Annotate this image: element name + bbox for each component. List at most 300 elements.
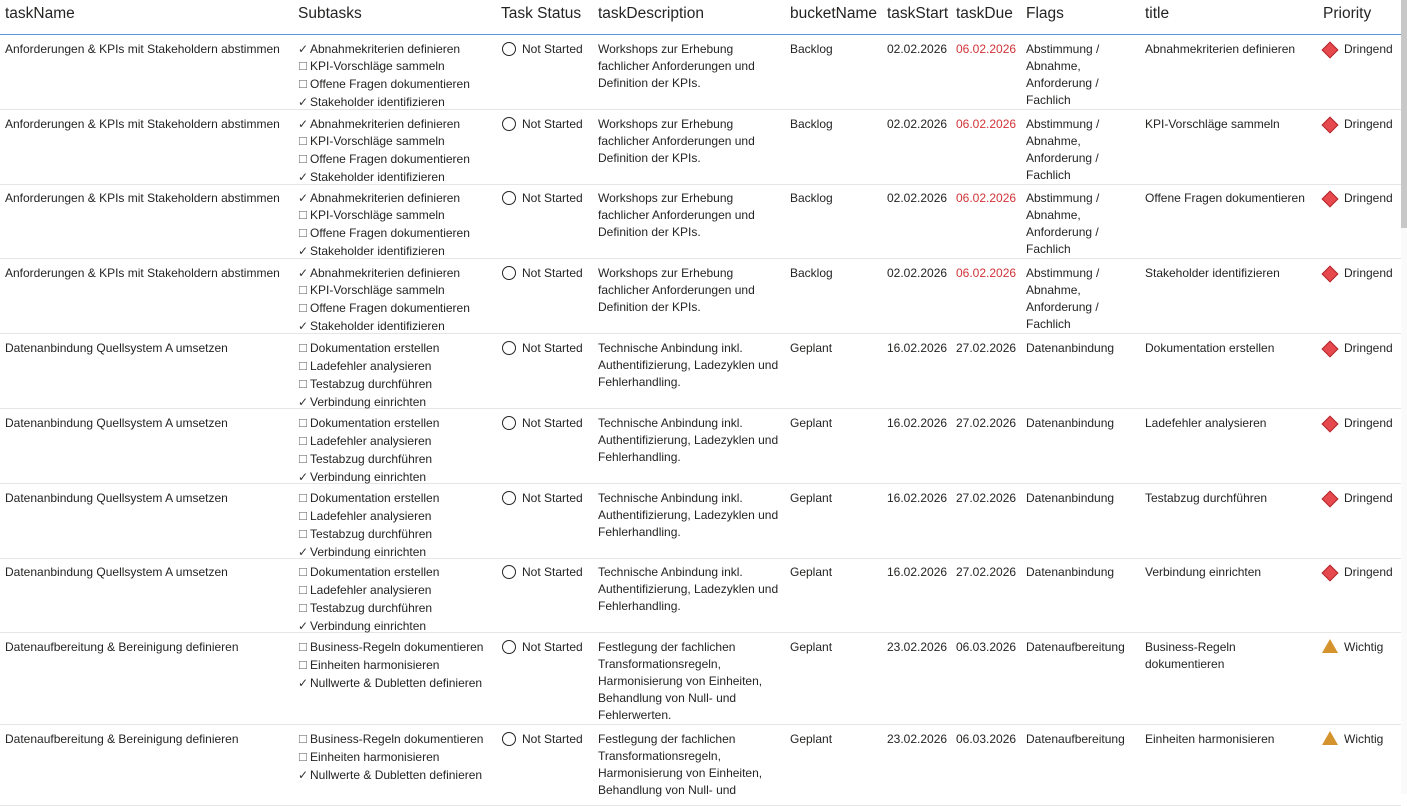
subtask-item — [298, 415, 439, 433]
subtask-label: Nullwerte & Dubletten definieren — [310, 676, 483, 690]
flag-line: Abnahme, — [1026, 134, 1081, 148]
task-description — [598, 340, 778, 391]
flag-line: Abstimmung / — [1026, 42, 1100, 56]
checkbox-empty-icon: ☐ — [298, 585, 308, 597]
checkbox-empty-icon: ☐ — [298, 734, 308, 746]
title-line: Ladefehler analysieren — [1145, 416, 1267, 430]
task-due: 06.03.2026 — [956, 640, 1017, 654]
subtask-item — [298, 207, 470, 225]
subtask-label: Einheiten harmonisieren — [310, 750, 440, 764]
flag-line: Anforderung / — [1026, 300, 1099, 314]
scrollbar-thumb[interactable] — [1401, 0, 1407, 228]
checkbox-empty-icon: ☐ — [298, 436, 308, 448]
status-label: Not Started — [522, 191, 583, 205]
subtask-item — [298, 582, 439, 600]
task-status — [502, 639, 583, 656]
flag-line: Abstimmung / — [1026, 191, 1100, 205]
subtask-label: Offene Fragen dokumentieren — [310, 226, 470, 240]
diamond-icon — [1322, 490, 1339, 507]
subtask-item — [298, 358, 439, 376]
subtask-label: Stakeholder identifizieren — [310, 170, 445, 184]
subtasks-cell — [298, 639, 483, 692]
priority-label: Dringend — [1344, 42, 1393, 56]
subtask-label: Abnahmekriterien definieren — [310, 266, 461, 280]
task-status — [502, 41, 583, 58]
status-label: Not Started — [522, 266, 583, 280]
subtask-item — [298, 433, 439, 451]
checkbox-empty-icon: ☐ — [298, 511, 308, 523]
priority — [1322, 265, 1393, 282]
flag-line: Datenanbindung — [1026, 416, 1115, 430]
flag-line: Abnahme, — [1026, 59, 1081, 73]
subtask-label: Offene Fragen dokumentieren — [310, 152, 470, 166]
flag-line: Abstimmung / — [1026, 117, 1100, 131]
title-line: Einheiten harmonisieren — [1145, 732, 1275, 746]
task-start: 02.02.2026 — [887, 191, 948, 205]
checkbox-empty-icon: ☐ — [298, 285, 308, 297]
task-start: 23.02.2026 — [887, 732, 948, 746]
task-due: 27.02.2026 — [956, 416, 1017, 430]
task-description — [598, 265, 755, 316]
vertical-scrollbar[interactable] — [1401, 0, 1407, 794]
description-line: Harmonisierung von Einheiten, — [598, 674, 763, 688]
subtask-label: Dokumentation erstellen — [310, 491, 440, 505]
table-row[interactable] — [0, 334, 1401, 409]
task-start: 16.02.2026 — [887, 341, 948, 355]
table-row[interactable] — [0, 633, 1401, 725]
subtask-item — [298, 190, 470, 207]
description-line: Definition der KPIs. — [598, 225, 701, 239]
description-line: Technische Anbindung inkl. — [598, 341, 743, 355]
flag-line: Fachlich — [1026, 168, 1071, 182]
subtask-label: Verbindung einrichten — [310, 619, 427, 633]
subtask-item — [298, 376, 439, 394]
diamond-icon — [1322, 340, 1339, 357]
description-line: Technische Anbindung inkl. — [598, 416, 743, 430]
priority — [1322, 639, 1383, 656]
subtask-label: Abnahmekriterien definieren — [310, 117, 461, 131]
status-label: Not Started — [522, 732, 583, 746]
subtask-item — [298, 116, 470, 133]
subtask-label: KPI-Vorschläge sammeln — [310, 59, 445, 73]
title-line: Verbindung einrichten — [1145, 565, 1262, 579]
description-line: fachlicher Anforderungen und — [598, 208, 755, 222]
checkbox-empty-icon: ☐ — [298, 210, 308, 222]
checkmark-icon: ✓ — [298, 95, 309, 109]
subtask-item — [298, 243, 470, 260]
subtask-item — [298, 639, 483, 657]
subtask-label: Business-Regeln dokumentieren — [310, 640, 484, 654]
table-row[interactable] — [0, 35, 1401, 110]
subtask-label: Offene Fragen dokumentieren — [310, 77, 470, 91]
bucket-name: Backlog — [790, 191, 833, 205]
subtask-label: KPI-Vorschläge sammeln — [310, 134, 445, 148]
title-line: Stakeholder identifizieren — [1145, 266, 1280, 280]
subtasks-cell — [298, 564, 439, 635]
task-title — [1145, 340, 1274, 357]
description-line: Technische Anbindung inkl. — [598, 491, 743, 505]
task-title — [1145, 490, 1267, 507]
status-circle-icon — [502, 341, 516, 355]
task-name: Datenanbindung Quellsystem A umsetzen — [5, 491, 228, 505]
priority-label: Dringend — [1344, 117, 1393, 131]
description-line: Fehlerwerten. — [598, 708, 672, 722]
subtask-item — [298, 564, 439, 582]
task-name: Anforderungen & KPIs mit Stakeholdern abstimmen — [5, 117, 280, 131]
priority-label: Dringend — [1344, 565, 1393, 579]
description-line: Definition der KPIs. — [598, 151, 701, 165]
description-line: Festlegung der fachlichen — [598, 732, 736, 746]
checkbox-empty-icon: ☐ — [298, 361, 308, 373]
task-title — [1145, 415, 1266, 432]
table-row[interactable] — [0, 558, 1401, 633]
task-title — [1145, 190, 1305, 207]
task-start: 02.02.2026 — [887, 42, 948, 56]
diamond-icon — [1322, 116, 1339, 133]
flags — [1026, 564, 1114, 581]
task-due: 06.03.2026 — [956, 732, 1017, 746]
description-line: Transformationsregeln, — [598, 749, 721, 763]
diamond-icon — [1322, 41, 1339, 58]
description-line: Workshops zur Erhebung — [598, 42, 734, 56]
header-flags[interactable]: Flags — [1026, 5, 1064, 22]
task-status — [502, 415, 583, 432]
task-name: Anforderungen & KPIs mit Stakeholdern abstimmen — [5, 266, 280, 280]
subtask-item — [298, 151, 470, 169]
diamond-icon — [1322, 415, 1339, 432]
checkmark-icon: ✓ — [298, 470, 309, 484]
subtask-label: Ladefehler analysieren — [310, 509, 432, 523]
priority-label: Dringend — [1344, 191, 1393, 205]
task-status — [502, 340, 583, 357]
priority-label: Dringend — [1344, 416, 1393, 430]
description-line: Festlegung der fachlichen — [598, 640, 736, 654]
description-line: Technische Anbindung inkl. — [598, 565, 743, 579]
checkmark-icon: ✓ — [298, 170, 309, 184]
task-description — [598, 564, 778, 615]
header-task-due[interactable]: taskDue — [956, 5, 1013, 22]
priority — [1322, 41, 1393, 58]
subtask-label: KPI-Vorschläge sammeln — [310, 208, 445, 222]
flag-line: Abnahme, — [1026, 283, 1081, 297]
description-line: Fehlerhandling. — [598, 375, 681, 389]
checkbox-empty-icon: ☐ — [298, 642, 308, 654]
subtask-label: Abnahmekriterien definieren — [310, 42, 461, 56]
task-start: 02.02.2026 — [887, 266, 948, 280]
subtask-item — [298, 526, 439, 544]
table-row[interactable] — [0, 259, 1401, 334]
checkbox-empty-icon: ☐ — [298, 493, 308, 505]
status-circle-icon — [502, 42, 516, 56]
description-line: Fehlerhandling. — [598, 525, 681, 539]
task-start: 23.02.2026 — [887, 640, 948, 654]
table-row[interactable] — [0, 484, 1401, 559]
subtask-label: Nullwerte & Dubletten definieren — [310, 768, 483, 782]
status-circle-icon — [502, 416, 516, 430]
description-line: Workshops zur Erhebung — [598, 191, 734, 205]
task-description — [598, 415, 778, 466]
flags — [1026, 116, 1099, 184]
task-name: Anforderungen & KPIs mit Stakeholdern abstimmen — [5, 42, 280, 56]
title-line: Business-Regeln — [1145, 640, 1236, 654]
flags — [1026, 490, 1114, 507]
triangle-icon — [1322, 639, 1338, 653]
priority — [1322, 490, 1393, 507]
task-status — [502, 116, 583, 133]
flags — [1026, 731, 1125, 748]
bucket-name: Backlog — [790, 117, 833, 131]
bucket-name: Backlog — [790, 266, 833, 280]
subtask-label: Verbindung einrichten — [310, 470, 427, 484]
priority — [1322, 340, 1393, 357]
task-status — [502, 190, 583, 207]
bucket-name: Geplant — [790, 341, 833, 355]
task-description — [598, 639, 762, 724]
bucket-name: Geplant — [790, 732, 833, 746]
description-line: fachlicher Anforderungen und — [598, 59, 755, 73]
subtasks-cell — [298, 116, 470, 186]
flag-line: Datenanbindung — [1026, 565, 1115, 579]
subtask-label: Offene Fragen dokumentieren — [310, 301, 470, 315]
status-circle-icon — [502, 266, 516, 280]
task-name: Datenanbindung Quellsystem A umsetzen — [5, 341, 228, 355]
task-description — [598, 731, 762, 799]
checkbox-empty-icon: ☐ — [298, 228, 308, 240]
subtasks-cell — [298, 190, 470, 260]
subtasks-cell — [298, 731, 483, 784]
description-line: Authentifizierung, Ladezyklen und — [598, 508, 779, 522]
flags — [1026, 415, 1114, 432]
description-line: Behandlung von Null- und — [598, 691, 737, 705]
checkbox-empty-icon: ☐ — [298, 303, 308, 315]
task-title — [1145, 116, 1280, 133]
flag-line: Datenaufbereitung — [1026, 640, 1125, 654]
header-taskname[interactable]: taskName — [5, 5, 75, 22]
description-line: Authentifizierung, Ladezyklen und — [598, 433, 779, 447]
header-task-description[interactable]: taskDescription — [598, 5, 704, 22]
checkmark-icon: ✓ — [298, 191, 309, 205]
checkmark-icon: ✓ — [298, 319, 309, 333]
subtask-item — [298, 41, 470, 58]
diamond-icon — [1322, 265, 1339, 282]
description-line: Harmonisierung von Einheiten, — [598, 766, 763, 780]
diamond-icon — [1322, 190, 1339, 207]
checkbox-empty-icon: ☐ — [298, 567, 308, 579]
subtask-label: Abnahmekriterien definieren — [310, 191, 461, 205]
title-line: dokumentieren — [1145, 657, 1225, 671]
header-subtasks[interactable]: Subtasks — [298, 5, 362, 22]
diamond-icon — [1322, 564, 1339, 581]
triangle-icon — [1322, 731, 1338, 745]
subtask-item — [298, 94, 470, 111]
flags — [1026, 340, 1114, 357]
flags — [1026, 265, 1099, 333]
status-label: Not Started — [522, 416, 583, 430]
priority-label: Wichtig — [1344, 640, 1384, 654]
task-description — [598, 190, 755, 241]
task-start: 16.02.2026 — [887, 491, 948, 505]
header-bucket-name[interactable]: bucketName — [790, 5, 878, 22]
bucket-name: Geplant — [790, 491, 833, 505]
checkbox-empty-icon: ☐ — [298, 418, 308, 430]
subtasks-cell — [298, 41, 470, 111]
subtask-item — [298, 340, 439, 358]
subtask-item — [298, 490, 439, 508]
checkmark-icon: ✓ — [298, 768, 309, 782]
task-name: Datenanbindung Quellsystem A umsetzen — [5, 565, 228, 579]
description-line: Workshops zur Erhebung — [598, 117, 734, 131]
subtask-label: Testabzug durchführen — [310, 527, 433, 541]
task-status — [502, 731, 583, 748]
status-label: Not Started — [522, 42, 583, 56]
subtask-label: Ladefehler analysieren — [310, 434, 432, 448]
bucket-name: Geplant — [790, 565, 833, 579]
task-title — [1145, 265, 1280, 282]
checkmark-icon: ✓ — [298, 395, 309, 409]
subtask-label: Stakeholder identifizieren — [310, 319, 445, 333]
task-due: 06.02.2026 — [956, 191, 1017, 205]
task-title — [1145, 639, 1236, 673]
subtask-label: Verbindung einrichten — [310, 545, 427, 559]
flag-line: Abnahme, — [1026, 208, 1081, 222]
checkmark-icon: ✓ — [298, 545, 309, 559]
task-due: 27.02.2026 — [956, 341, 1017, 355]
checkbox-empty-icon: ☐ — [298, 154, 308, 166]
status-label: Not Started — [522, 117, 583, 131]
status-circle-icon — [502, 491, 516, 505]
flag-line: Datenanbindung — [1026, 491, 1115, 505]
subtask-label: Einheiten harmonisieren — [310, 658, 440, 672]
subtask-item — [298, 133, 470, 151]
subtask-label: Testabzug durchführen — [310, 377, 433, 391]
subtasks-cell — [298, 340, 439, 411]
task-name: Anforderungen & KPIs mit Stakeholdern abstimmen — [5, 191, 280, 205]
checkbox-empty-icon: ☐ — [298, 603, 308, 615]
task-status — [502, 564, 583, 581]
header-title[interactable]: title — [1145, 5, 1170, 22]
priority — [1322, 564, 1393, 581]
flag-line: Abstimmung / — [1026, 266, 1100, 280]
subtask-item — [298, 300, 470, 318]
subtask-item — [298, 767, 483, 784]
subtask-item — [298, 600, 439, 618]
table-row[interactable] — [0, 110, 1401, 185]
description-line: Definition der KPIs. — [598, 300, 701, 314]
checkbox-empty-icon: ☐ — [298, 79, 308, 91]
task-start: 16.02.2026 — [887, 416, 948, 430]
subtask-item — [298, 282, 470, 300]
task-description — [598, 490, 778, 541]
checkbox-empty-icon: ☐ — [298, 61, 308, 73]
subtask-label: Dokumentation erstellen — [310, 416, 440, 430]
task-status — [502, 265, 583, 282]
priority-label: Dringend — [1344, 491, 1393, 505]
flag-line: Datenaufbereitung — [1026, 732, 1125, 746]
flags — [1026, 639, 1125, 656]
subtask-label: Dokumentation erstellen — [310, 565, 440, 579]
checkmark-icon: ✓ — [298, 42, 309, 56]
flags — [1026, 41, 1099, 109]
title-line: Abnahmekriterien definieren — [1145, 42, 1296, 56]
flag-line: Fachlich — [1026, 242, 1071, 256]
priority-label: Wichtig — [1344, 732, 1384, 746]
status-label: Not Started — [522, 565, 583, 579]
task-due: 06.02.2026 — [956, 117, 1017, 131]
flag-line: Anforderung / — [1026, 225, 1099, 239]
task-due: 27.02.2026 — [956, 491, 1017, 505]
subtask-item — [298, 58, 470, 76]
task-due: 27.02.2026 — [956, 565, 1017, 579]
subtask-item — [298, 657, 483, 675]
task-title — [1145, 731, 1274, 748]
header-priority[interactable]: Priority — [1323, 5, 1372, 22]
subtask-item — [298, 675, 483, 692]
checkmark-icon: ✓ — [298, 117, 309, 131]
task-name: Datenaufbereitung & Bereinigung definieren — [5, 640, 239, 654]
task-start: 16.02.2026 — [887, 565, 948, 579]
flag-line: Anforderung / — [1026, 151, 1099, 165]
task-start: 02.02.2026 — [887, 117, 948, 131]
subtask-label: Stakeholder identifizieren — [310, 244, 445, 258]
priority — [1322, 731, 1383, 748]
description-line: Authentifizierung, Ladezyklen und — [598, 358, 779, 372]
table-row[interactable] — [0, 409, 1401, 484]
checkbox-empty-icon: ☐ — [298, 343, 308, 355]
title-line: Testabzug durchführen — [1145, 491, 1268, 505]
description-line: Workshops zur Erhebung — [598, 266, 734, 280]
subtask-item — [298, 225, 470, 243]
header-task-start[interactable]: taskStart — [887, 5, 949, 22]
task-status — [502, 490, 583, 507]
table-header — [0, 0, 1401, 35]
checkmark-icon: ✓ — [298, 266, 309, 280]
description-line: Fehlerhandling. — [598, 450, 681, 464]
subtasks-cell — [298, 265, 470, 335]
description-line: Authentifizierung, Ladezyklen und — [598, 582, 779, 596]
table-row[interactable] — [0, 184, 1401, 259]
status-circle-icon — [502, 565, 516, 579]
subtask-label: Verbindung einrichten — [310, 395, 427, 409]
checkmark-icon: ✓ — [298, 676, 309, 690]
checkmark-icon: ✓ — [298, 619, 309, 633]
flag-line: Fachlich — [1026, 93, 1071, 107]
task-name: Datenanbindung Quellsystem A umsetzen — [5, 416, 228, 430]
status-label: Not Started — [522, 341, 583, 355]
priority — [1322, 190, 1393, 207]
header-task-status[interactable]: Task Status — [501, 5, 582, 22]
checkbox-empty-icon: ☐ — [298, 660, 308, 672]
task-title — [1145, 564, 1261, 581]
task-due: 06.02.2026 — [956, 266, 1017, 280]
priority — [1322, 116, 1393, 133]
subtask-item — [298, 318, 470, 335]
description-line: fachlicher Anforderungen und — [598, 134, 755, 148]
status-circle-icon — [502, 191, 516, 205]
flags — [1026, 190, 1099, 258]
priority-label: Dringend — [1344, 341, 1393, 355]
checkbox-empty-icon: ☐ — [298, 136, 308, 148]
description-line: fachlicher Anforderungen und — [598, 283, 755, 297]
subtask-item — [298, 508, 439, 526]
checkbox-empty-icon: ☐ — [298, 529, 308, 541]
priority — [1322, 415, 1393, 432]
subtask-label: Testabzug durchführen — [310, 601, 433, 615]
subtask-item — [298, 76, 470, 94]
task-description — [598, 116, 755, 167]
subtask-item — [298, 749, 483, 767]
subtask-label: Ladefehler analysieren — [310, 359, 432, 373]
subtask-label: Testabzug durchführen — [310, 452, 433, 466]
